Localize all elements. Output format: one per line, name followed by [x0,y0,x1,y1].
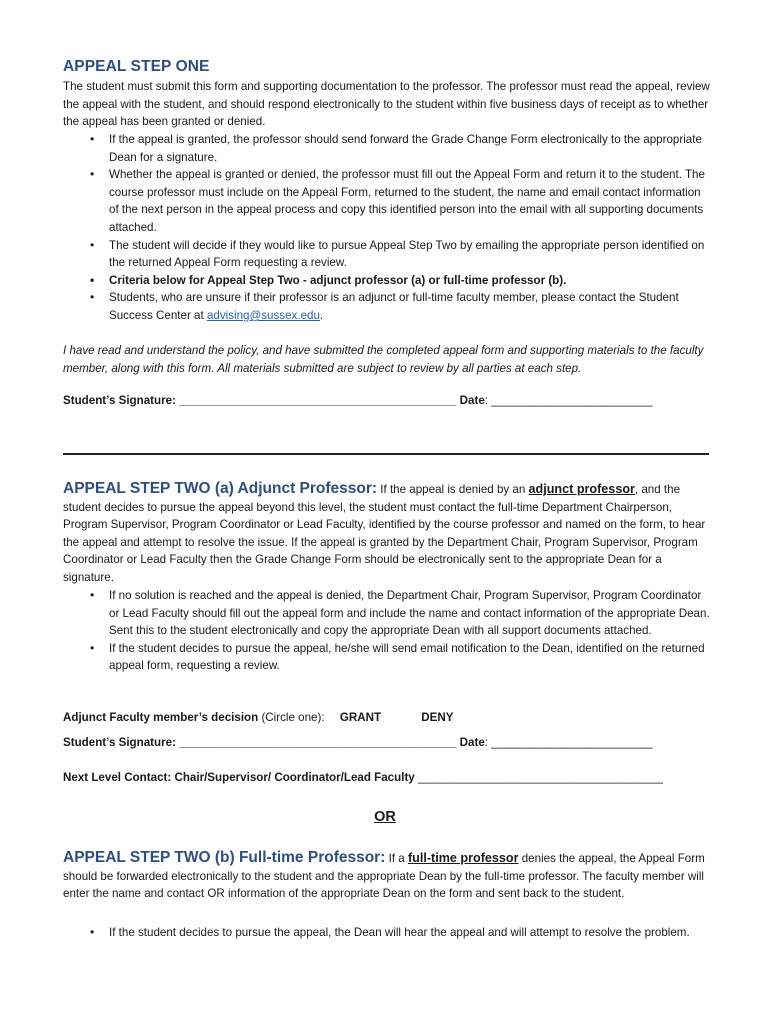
date-field[interactable]: : _________________________ [484,736,653,749]
bullet-text: Students, who are unsure if their professor is an adjunct or full-time faculty member, please contact the Student Success Center at [109,291,679,322]
bullet-icon: • [90,167,95,182]
step-two-b-text: denies the appeal, the Appeal Form should be forwarded electronically to the student and the appropriate Dean by the full-time professor. The faculty member will enter the name and contact OR information of the appropriate Dean on the form and sent back to the student. [63,852,705,901]
list-item [63,237,713,272]
decision-row [63,711,453,724]
decision-hint: (Circle one): [258,711,325,724]
acknowledgement-text: I have read and understand the policy, and have submitted the completed appeal form and supporting materials to the faculty member, along with this form. All materials submitted are subject to review by all parties at each step. [63,344,704,375]
list-item [63,924,713,942]
bullet-icon: • [90,925,95,939]
bullet-icon: • [90,290,95,305]
step-one-title: APPEAL STEP ONE [63,58,210,75]
next-contact-field[interactable]: ______________________________________ [414,771,663,784]
step-two-a-text: , and the student decides to pursue the appeal beyond this level, the student must contact the full-time Department Chairperson, Program Supervisor, Program Coordinator or Lead Faculty, identified by the course professor and named on the form, to hear the appeal and attempt to resolve the issue. If the appeal is granted by the Department Chair, Program Supervisor, Program Coordinator or Lead Faculty then the Grade Change Form should be electronically sent to the appropriate Dean for a signature. [63,483,706,584]
full-time-professor-emphasis: full-time professor [407,851,519,865]
adjunct-professor-emphasis: adjunct professor [528,482,635,496]
step-one-bullets [63,131,713,325]
date-label: Date [459,394,485,407]
step-two-b-lead: If a [385,852,408,865]
decision-label: Adjunct Faculty member’s decision [63,711,259,724]
student-signature-field[interactable]: Student’s Signature: ___________________________________________ [63,736,457,749]
bullet-icon: • [90,237,95,252]
step-two-a-lead: If the appeal is denied by an [377,483,529,496]
bullet-icon: • [90,132,95,146]
bullet-text: If the student decides to pursue the appeal, the Dean will hear the appeal and will attempt to resolve the problem. [109,926,690,939]
bullet-text: If the appeal is granted, the professor should send forward the Grade Change Form electronically to the appropriate Dean for a signature. [109,133,702,164]
or-divider: OR [374,809,396,825]
step-one-intro: The student must submit this form and supporting documentation to the professor. The professor must read the appeal, review the appeal with the student, and should respond electronically to the student within five business days of receipt as to whether the appeal has been granted or denied. [63,80,710,129]
step-two-a-block [63,480,713,587]
list-item [63,587,713,640]
step-two-a-signature-row [63,736,652,749]
bullet-text: Whether the appeal is granted or denied, the professor must fill out the Appeal Form and return it to the student. The course professor must include on the Appeal Form, returned to the student, the name and email contact information of the next person in the appeal process and copy this identified person into the email with all supporting documents attached. [109,168,705,234]
grant-option[interactable]: GRANT [339,711,382,724]
next-contact-row [63,771,663,784]
bullet-icon: • [90,640,95,655]
bullet-text: If the student decides to pursue the appeal, he/she will send email notification to the Dean, identified on the returned appeal form, requesting a review. [109,641,705,673]
step-one-signature-row [63,394,652,407]
student-signature-field[interactable]: Student’s Signature: ___________________________________________ [63,394,457,407]
section-divider [63,453,709,455]
advising-email-link[interactable]: advising@sussex.edu [206,308,320,322]
bullet-text: If no solution is reached and the appeal is denied, the Department Chair, Program Supervisor, Program Coordinator or Lead Faculty should fill out the appeal form and include the name and contact information of the appropriate Dean. Sent this to the student electronically and copy the appropriate Dean with all support documents attached. [109,589,710,638]
list-item [63,640,713,675]
date-label: Date [459,736,485,749]
step-two-b-block [63,849,713,903]
list-item [63,166,713,236]
step-two-a-bullets [63,587,713,675]
step-two-b-title: APPEAL STEP TWO (b) Full-time Professor: [63,849,386,866]
list-item [63,131,713,166]
date-field[interactable]: : _________________________ [484,394,653,407]
bullet-icon: • [90,272,95,287]
next-contact-label: Next Level Contact: Chair/Supervisor/ Coordinator/Lead Faculty [63,771,415,784]
list-item [63,289,713,324]
step-two-a-title: APPEAL STEP TWO (a) Adjunct Professor: [63,480,378,497]
list-item [63,272,713,290]
bullet-icon: • [90,588,95,602]
deny-option[interactable]: DENY [421,711,454,724]
bullet-text: Criteria below for Appeal Step Two - adjunct professor (a) or full-time professor (b). [109,273,567,287]
step-two-b-bullets [63,924,713,942]
bullet-end: . [319,308,324,322]
bullet-text: The student will decide if they would like to pursue Appeal Step Two by emailing the appropriate person identified on the returned Appeal Form requesting a review. [109,238,705,270]
